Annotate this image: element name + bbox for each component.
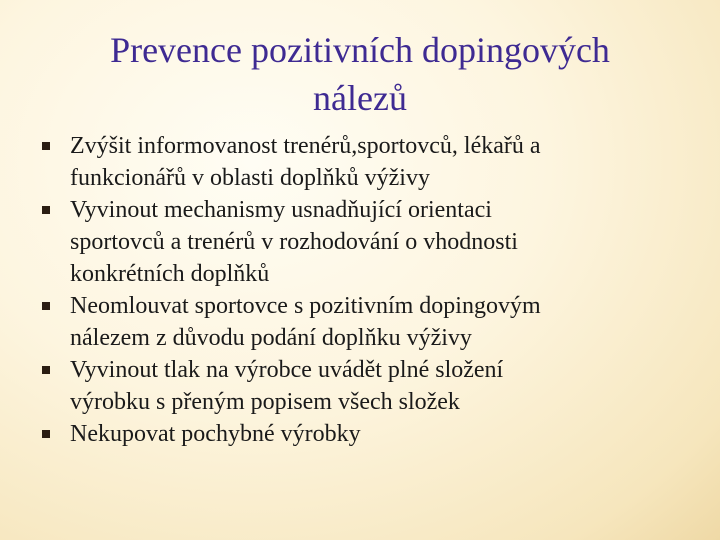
bullet-line: Neomlouvat sportovce s pozitivním dopingovým (70, 293, 541, 319)
bullet-line: konkrétních doplňků (70, 261, 270, 287)
bullet-item (40, 130, 680, 194)
bullet-line: výrobku s přeným popisem všech složek (70, 389, 460, 415)
bullet-item (40, 418, 680, 450)
bullet-item (40, 354, 680, 418)
bullet-line: nálezem z důvodu podání doplňku výživy (70, 325, 472, 351)
square-bullet-icon (42, 142, 50, 150)
bullet-text (70, 354, 680, 418)
bullet-line: Nekupovat pochybné výrobky (70, 421, 361, 447)
bullet-text (70, 290, 680, 354)
title-line: Prevence pozitivních dopingových (110, 30, 610, 70)
bullet-text (70, 418, 680, 450)
slide-title (40, 26, 680, 122)
bullet-line: Vyvinout tlak na výrobce uvádět plné složení (70, 357, 504, 383)
bullet-line: Zvýšit informovanost trenérů,sportovců, lékařů a (70, 133, 541, 159)
title-line: nálezů (313, 78, 407, 118)
bullet-text (70, 194, 680, 290)
bullet-line: funkcionářů v oblasti doplňků výživy (70, 165, 430, 191)
square-bullet-icon (42, 430, 50, 438)
bullet-line: sportovců a trenérů v rozhodování o vhodnosti (70, 229, 518, 255)
square-bullet-icon (42, 206, 50, 214)
bullet-item (40, 194, 680, 290)
square-bullet-icon (42, 302, 50, 310)
square-bullet-icon (42, 366, 50, 374)
bullet-item (40, 290, 680, 354)
bullet-line: Vyvinout mechanismy usnadňující orientaci (70, 197, 492, 223)
bullet-list (40, 130, 680, 450)
bullet-text (70, 130, 680, 194)
